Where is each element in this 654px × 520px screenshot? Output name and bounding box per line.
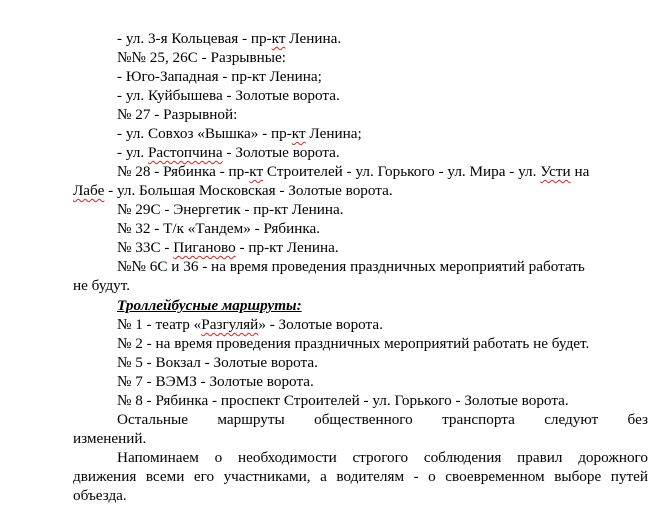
text-line: движения всеми его участниками, а водителям - о своевременном выборе путей — [73, 468, 648, 485]
text-fragment: - ул. Совхоз «Вышка» - пр- — [117, 125, 292, 142]
text-line — [117, 315, 383, 334]
text-fragment: - ул. Большая Московская - Золотые ворота. — [104, 182, 393, 199]
text-line: - Юго-Западная - пр-кт Ленина; — [117, 68, 322, 85]
text-fragment: № 1 - театр « — [117, 316, 202, 333]
text-fragment: - Золотые ворота. — [222, 144, 340, 161]
text-fragment: - ул. 3-я Кольцевая - пр- — [117, 30, 272, 47]
text-line: № 27 - Разрывной: — [117, 106, 238, 123]
text-line — [117, 238, 339, 257]
text-fragment: Строителей - ул. Горького - ул. Мира - ул. — [263, 163, 541, 180]
spellcheck-word[interactable]: Усти — [540, 163, 571, 180]
text-fragment: № 28 - Рябинка - пр- — [117, 163, 250, 180]
spellcheck-word[interactable]: Пиганово — [173, 239, 236, 256]
text-fragment: на — [570, 163, 590, 180]
text-fragment: Ленина; — [305, 125, 362, 142]
text-fragment: - ул. — [117, 144, 148, 161]
text-line — [117, 124, 362, 143]
text-line: изменений. — [73, 430, 147, 447]
spellcheck-word[interactable]: Лабе — [73, 182, 105, 199]
text-fragment: - пр-кт Ленина. — [235, 239, 339, 256]
text-line: Напоминаем о необходимости строгого соблюдения правил дорожного — [117, 449, 648, 466]
text-line: № 8 - Рябинка - проспект Строителей - ул. Горького - Золотые ворота. — [117, 392, 569, 409]
text-line: № 32 - Т/к «Тандем» - Рябинка. — [117, 220, 321, 237]
text-line: № 2 - на время проведения праздничных мероприятий работать не будет. — [117, 335, 590, 352]
text-line: не будут. — [73, 277, 131, 294]
text-line — [73, 181, 393, 200]
text-fragment: Ленина. — [285, 30, 342, 47]
text-fragment: » - Золотые ворота. — [258, 316, 383, 333]
text-line — [117, 162, 589, 181]
text-line — [117, 29, 341, 48]
section-heading: Троллейбусные маршруты: — [117, 297, 302, 314]
spellcheck-word[interactable]: кт — [291, 125, 306, 142]
text-line: №№ 25, 26С - Разрывные: — [117, 49, 286, 66]
text-line: № 5 - Вокзал - Золотые ворота. — [117, 354, 318, 371]
spellcheck-word[interactable]: кт — [249, 163, 264, 180]
text-line: объезда. — [73, 487, 127, 504]
text-line: Остальные маршруты общественного транспорта следуют без — [117, 411, 648, 428]
spellcheck-word[interactable]: кт — [271, 30, 286, 47]
text-line: № 7 - ВЭМЗ - Золотые ворота. — [117, 373, 314, 390]
text-line: №№ 6С и 36 - на время проведения праздничных мероприятий работать — [117, 258, 585, 275]
text-fragment: № 33С - — [117, 239, 174, 256]
text-line: - ул. Куйбышева - Золотые ворота. — [117, 87, 340, 104]
spellcheck-word[interactable]: Разгуляй — [201, 316, 259, 333]
spellcheck-word[interactable]: Растопчина — [147, 144, 223, 161]
text-line: № 29С - Энергетик - пр-кт Ленина. — [117, 201, 344, 218]
text-line — [117, 143, 340, 162]
